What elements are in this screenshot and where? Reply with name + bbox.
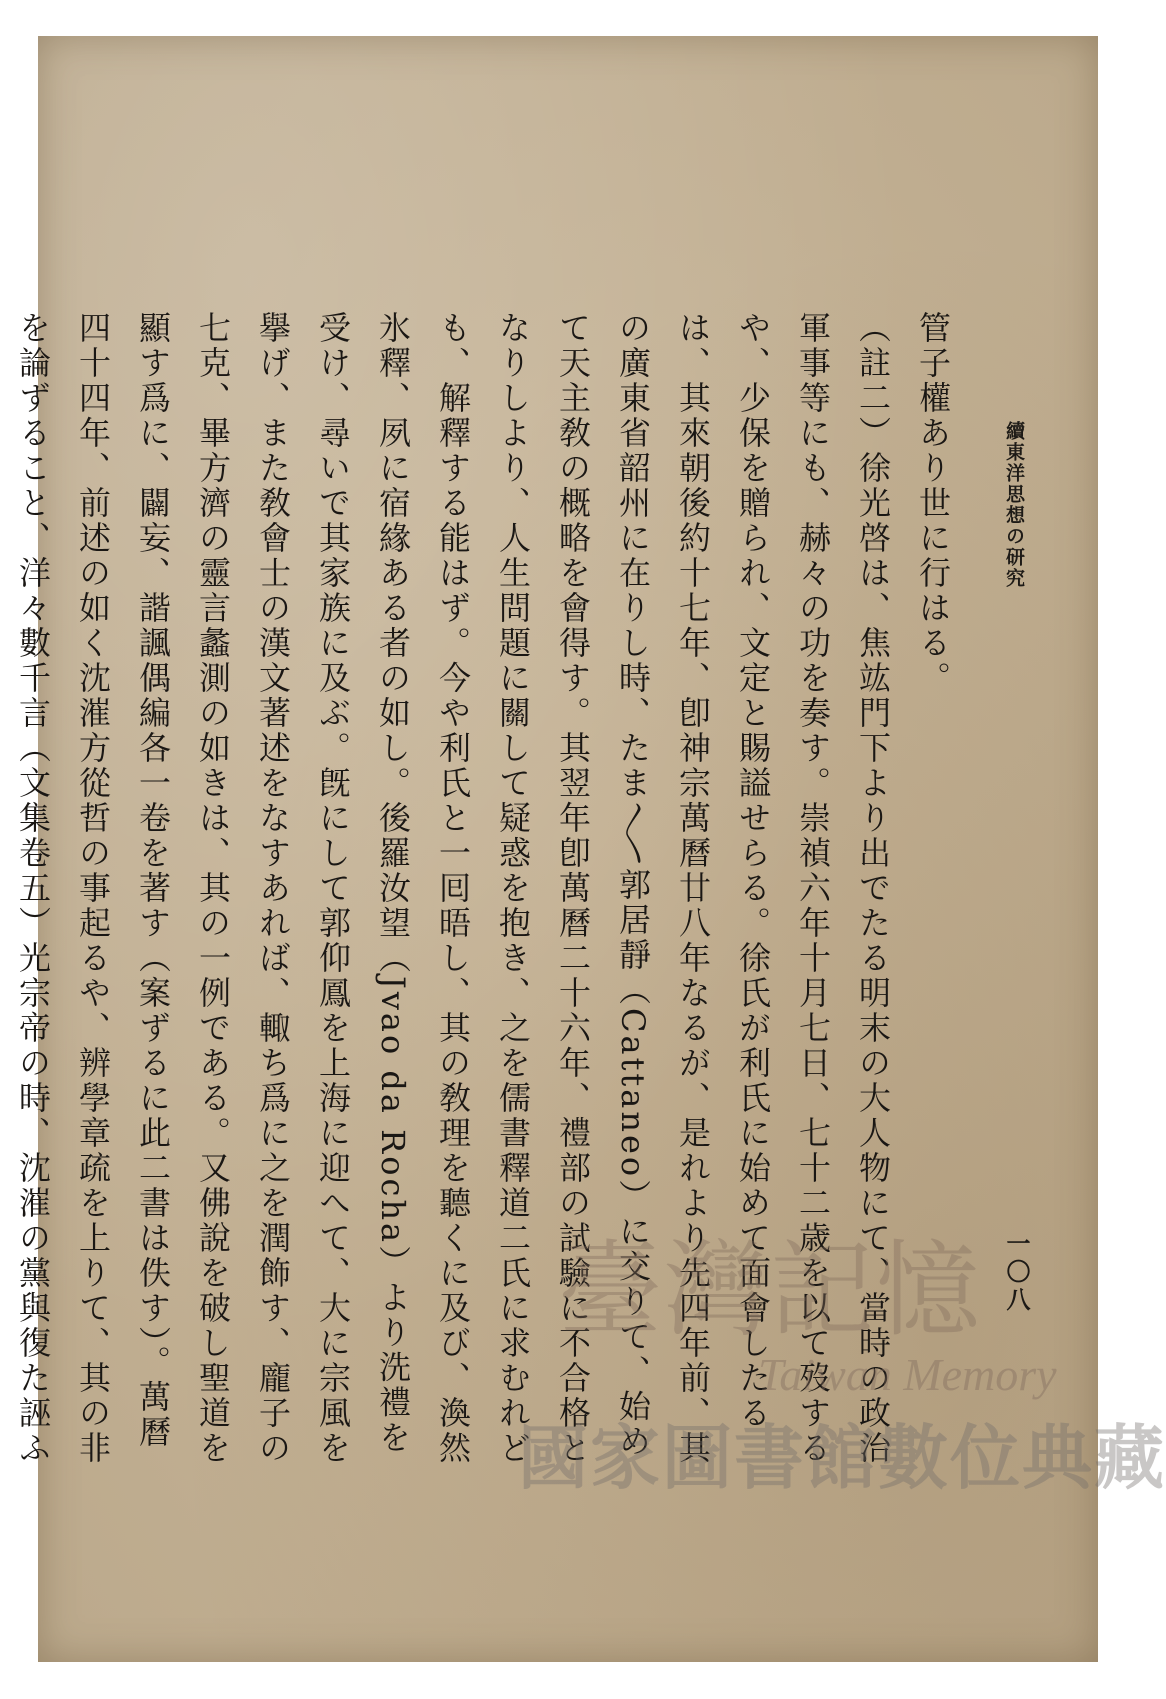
body-text [14, 311, 963, 1471]
book-page [14, 36, 1166, 1662]
watermark-latin: Taiwan Memory [758, 1349, 1057, 1400]
paragraph-1: 管子權あり世に行はる。 [914, 311, 952, 696]
page-number: 一〇八 [1002, 1231, 1031, 1315]
watermark-logo-text: 臺灣記憶 [558, 1229, 983, 1351]
paragraph-2: （註二）徐光啓は、焦竑門下より出でたる明末の大人物にて、當時の政治軍事等にも、赫々の功を奏す。崇禎六年十月七日、七十二歳を以て歿するや、少保を贈られ、文定と賜謚せらる。徐氏が利氏に始めて面會したるは、其來朝後約十七年、卽神宗萬曆廿八年なるが、是れより先四年前、其の廣東省韶州に在りし時、たま〳〵郭居靜（Cattaneo）に交りて、始めて天主敎の概略を會得す。其翌年卽萬曆二十六年、禮部の試驗に不合格となりしより、人生問題に關して疑惑を抱き、之を儒書釋道二氏に求むれども、解釋する能はず。今や利氏と一囘晤し、其の敎理を聽くに及び、渙然氷釋、夙に宿緣ある者の如し。後羅汝望（Jvao da Rocha）より洗禮を受け、尋いで其家族に及ぶ。旣にして郭仰鳳を上海に迎へて、大に宗風を擧げ、また敎會士の漢文著述をなすあれば、輙ち爲に之を潤飾す、龐子の七克、畢方濟の靈言蠡測の如きは、其の一例である。又佛說を破し聖道を顯す爲に、闢妄、諧諷偶編各一卷を著す（案ずるに此二書は佚す）。萬曆四十四年、前述の如く沈漼方從哲の事起るや、辨學章疏を上りて、其の非を論ずること、洋々數千言（文集卷五）光宗帝の時、沈漼の黨與復た誣ふ [14, 311, 892, 1466]
watermark-institution: 國家圖書館數位典藏 [518, 1417, 1166, 1499]
running-head: 續東洋思想の研究 [1003, 421, 1025, 589]
